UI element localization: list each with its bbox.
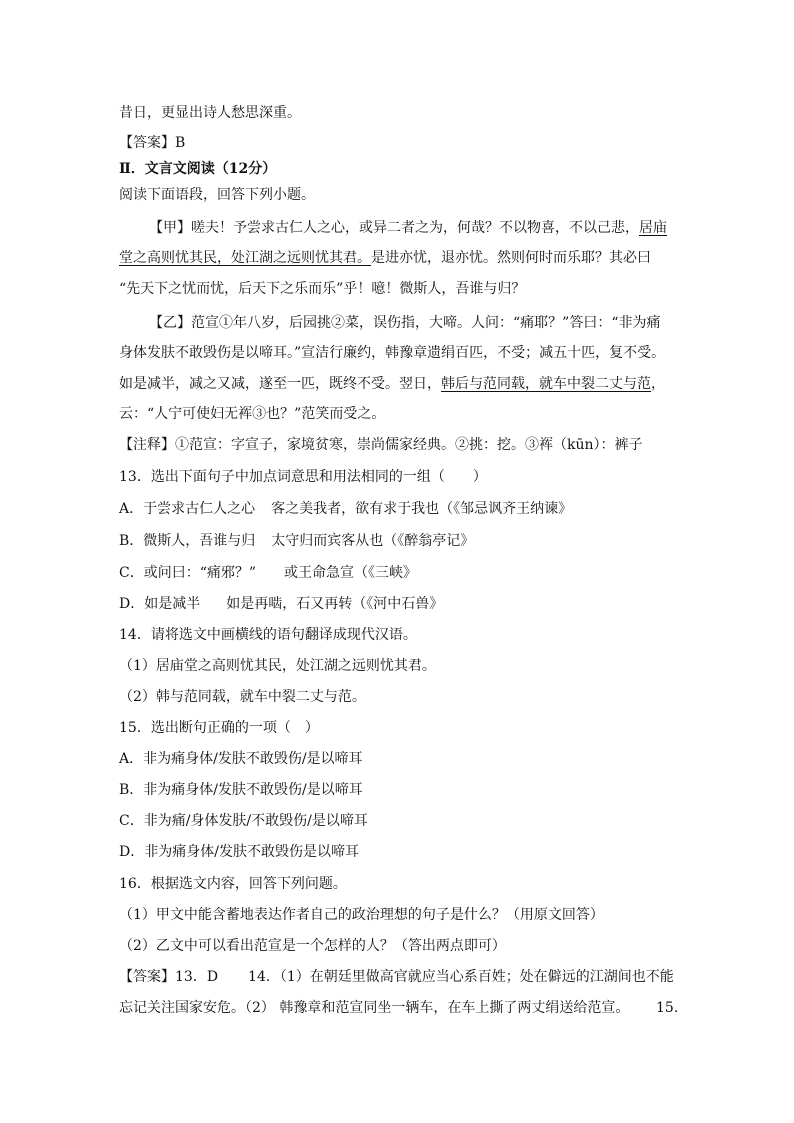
question-14-part-1: （1）居庙堂之高则忧其民，处江湖之远则忧其君。	[119, 658, 436, 674]
question-13: 13．选出下面句子中加点词意思和用法相同的一组（ ）	[119, 469, 487, 485]
passage-jia-line: 【甲】嗟夫！予尝求古仁人之心，或异二者之为，何哉？不以物喜，不以己悲，居庙	[149, 220, 667, 236]
passage-yi-line: 云：“人宁可使妇无裈③也？”范笑而受之。	[119, 406, 386, 422]
question-16-part-2: （2）乙文中可以看出范宣是一个怎样的人？（答出两点即可）	[119, 938, 506, 954]
option-c: C．非为痛/身体发肤/不敢毁伤/是以啼耳	[119, 813, 368, 829]
notes-line: 【注释】①范宣：字宣子，家境贫寒，崇尚儒家经典。②挑：挖。③裈（kūn）：裤子	[119, 437, 643, 453]
instruction: 阅读下面语段，回答下列小题。	[119, 187, 315, 203]
passage-yi-line: 如是减半，减之又减，遂至一匹，既终不受。翌日，韩后与范同载，就车中裂二丈与范，	[119, 376, 665, 392]
question-16-part-1: （1）甲文中能含蓄地表达作者自己的政治理想的句子是什么？（用原文回答）	[119, 907, 604, 923]
option-d: D．如是减半 如是再啮，石又再转（《河中石兽》	[119, 596, 444, 612]
question-15: 15．选出断句正确的一项（ ）	[119, 720, 319, 736]
option-b: B．非为痛身体/发肤不敢毁伤/是以啼耳	[119, 782, 363, 798]
answer-line: 忘记关注国家安危。（2） 韩豫章和范宣同坐一辆车，在车上撕了两丈绢送给范宣。	[119, 1000, 630, 1016]
answer-line: 【答案】B	[119, 135, 186, 151]
text-line: 昔日，更显出诗人愁思深重。	[119, 105, 301, 121]
answer-line: 【答案】13．D 14．（1）在朝廷里做高官就应当心系百姓；处在僻远的江湖间也不能	[119, 969, 674, 985]
option-b: B．微斯人，吾谁与归 太守归而宾客从也（《醉翁亭记》	[119, 533, 475, 549]
section-title: Ⅱ．文言文阅读（12分）	[119, 161, 277, 177]
option-c: C．或问曰：“痛邪？” 或王命急宣（《三峡》	[119, 565, 418, 581]
question-14-part-2: （2）韩与范同载，就车中裂二丈与范。	[119, 689, 366, 705]
question-14: 14．请将选文中画横线的语句翻译成现代汉语。	[119, 627, 417, 643]
question-16: 16．根据选文内容，回答下列问题。	[119, 876, 347, 892]
option-a: A．非为痛身体/发肤不敢毁伤/是以啼耳	[119, 751, 363, 767]
answer-15-label: 15.	[656, 1000, 679, 1016]
passage-yi-line: 身体发肤不敢毁伤是以啼耳。”宣洁行廉约，韩豫章遗绢百匹，不受；减五十匹，复不受。	[119, 345, 666, 361]
passage-yi-line: 【乙】范宣①年八岁，后园挑②菜，误伤指，大啼。人问：“痛耶？”答曰：“非为痛	[149, 315, 661, 331]
passage-jia-line: 堂之高则忧其民，处江湖之远则忧其君。是进亦忧，退亦忧。然则何时而乐耶？其必曰	[119, 250, 651, 266]
underlined-sentence: 堂之高则忧其民，处江湖之远则忧其君。	[119, 250, 371, 266]
passage-jia-line: “先天下之忧而忧，后天下之乐而乐”乎！噫！微斯人，吾谁与归？	[119, 281, 526, 297]
option-d: D．非为痛身体/发肤不敢毁伤是以啼耳	[119, 844, 359, 860]
option-a: A．于尝求古仁人之心 客之美我者，欲有求于我也（《邹忌讽齐王纳谏》	[119, 501, 573, 517]
underlined-sentence: 韩后与范同载，就车中裂二丈与范	[441, 376, 651, 392]
underlined-sentence: 居庙	[639, 220, 667, 236]
